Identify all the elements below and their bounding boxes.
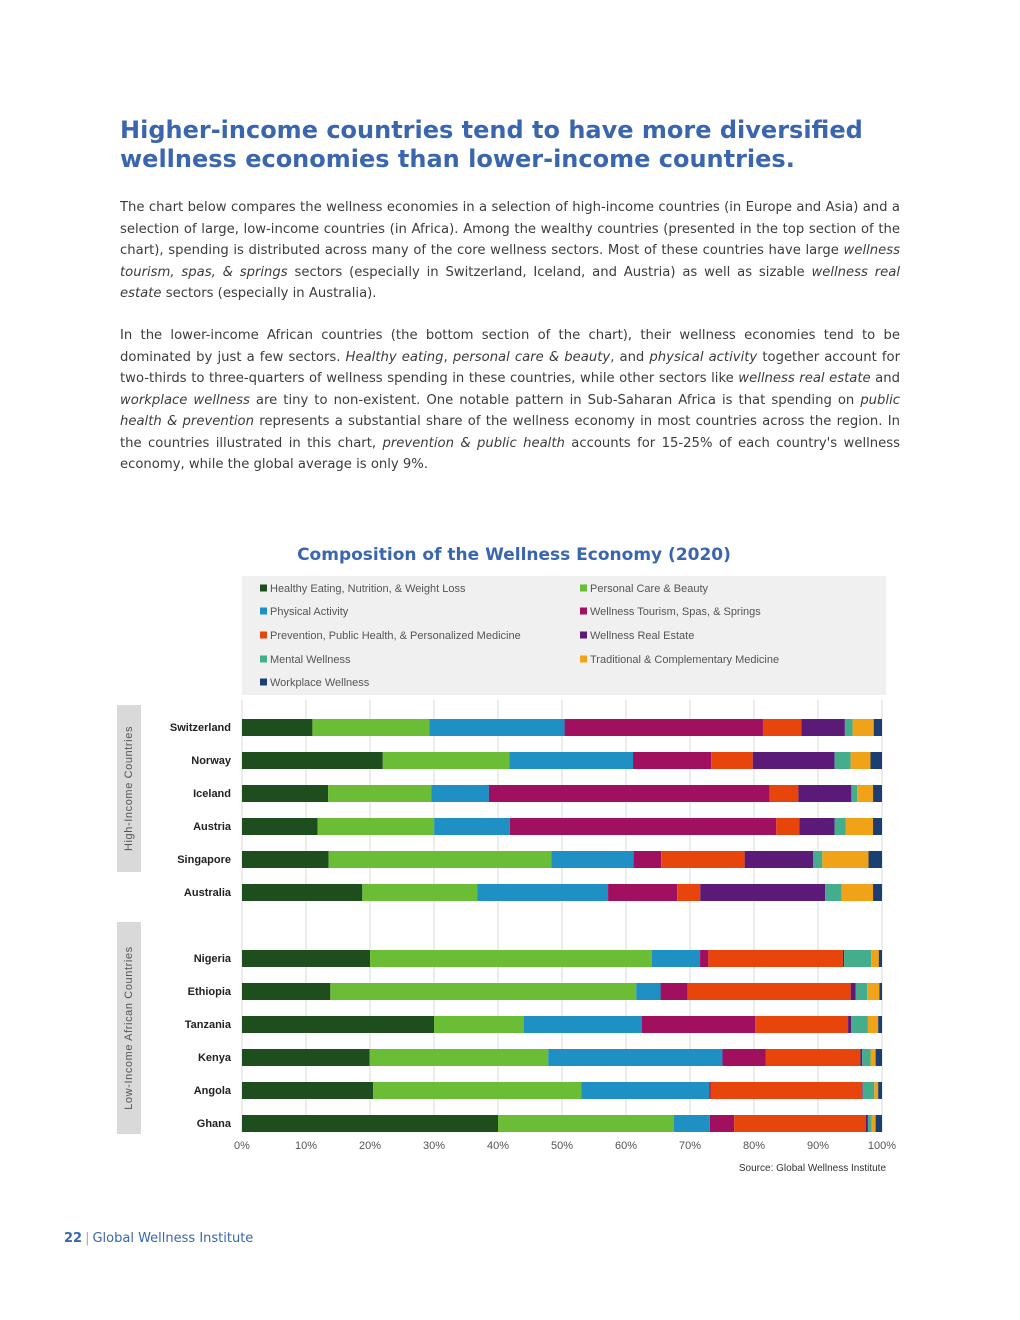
legend-swatch-traditional-complementary-medicine: [580, 656, 587, 663]
bar-segment-iceland-personal-care-beauty: [328, 785, 431, 802]
legend-swatch-wellness-tourism-spas-springs: [580, 608, 587, 615]
wellness-composition-chart: [0, 530, 1020, 1220]
bar-segment-nigeria-wellness-real-estate: [843, 950, 844, 967]
bar-segment-kenya-personal-care-beauty: [370, 1049, 549, 1066]
bar-segment-tanzania-wellness-real-estate: [848, 1016, 851, 1033]
x-tick-label: 70%: [678, 1140, 702, 1152]
bar-segment-norway-physical-activity: [510, 752, 634, 769]
bar-segment-iceland-wellness-tourism-spas-springs: [489, 785, 770, 802]
bar-segment-austria-healthy-eating-nutrition-weight-loss: [242, 818, 318, 835]
legend-swatch-healthy-eating-nutrition-weight-loss: [260, 585, 267, 592]
para2-emphasis-5: workplace wellness: [120, 392, 250, 408]
bar-segment-singapore-personal-care-beauty: [329, 851, 552, 868]
legend-label-physical-activity: Physical Activity: [270, 606, 349, 618]
bar-segment-australia-traditional-complementary-medicine: [842, 884, 873, 901]
intro-paragraph: [120, 197, 900, 305]
para2-text-4: together account for two-thirds to three-quarters of wellness spending in these countries, while other sectors like: [120, 349, 901, 386]
legend-swatch-mental-wellness: [260, 656, 267, 663]
bar-segment-ethiopia-healthy-eating-nutrition-weight-loss: [242, 983, 330, 1000]
bar-segment-singapore-wellness-real-estate: [745, 851, 814, 868]
legend-label-traditional-complementary-medicine: Traditional & Complementary Medicine: [590, 654, 780, 666]
bar-segment-norway-mental-wellness: [835, 752, 851, 769]
bar-segment-tanzania-workplace-wellness: [878, 1016, 882, 1033]
bar-segment-nigeria-mental-wellness: [844, 950, 871, 967]
chart-title: Composition of the Wellness Economy (2020): [297, 545, 731, 565]
bar-segment-singapore-workplace-wellness: [869, 851, 882, 868]
bar-segment-ethiopia-prevention-public-health-personalized-medicine: [687, 983, 850, 1000]
bar-segment-singapore-mental-wellness: [813, 851, 822, 868]
x-tick-label: 0%: [234, 1140, 250, 1152]
bar-segment-nigeria-personal-care-beauty: [370, 950, 652, 967]
africa-paragraph: [120, 325, 900, 476]
bar-segment-norway-prevention-public-health-personalized-medicine: [711, 752, 753, 769]
bar-segment-tanzania-prevention-public-health-personalized-medicine: [755, 1016, 848, 1033]
category-label: Norway: [191, 755, 231, 767]
category-label: Australia: [183, 887, 231, 899]
bar-segment-tanzania-physical-activity: [524, 1016, 642, 1033]
group-label: High-Income Countries: [122, 725, 135, 852]
bar-segment-iceland-physical-activity: [432, 785, 489, 802]
bar-segment-iceland-mental-wellness: [851, 785, 857, 802]
bar-segment-australia-healthy-eating-nutrition-weight-loss: [242, 884, 362, 901]
x-tick-label: 60%: [614, 1140, 638, 1152]
bar-segment-kenya-traditional-complementary-medicine: [871, 1049, 876, 1066]
bar-segment-tanzania-wellness-tourism-spas-springs: [642, 1016, 755, 1033]
bar-segment-ethiopia-workplace-wellness: [879, 983, 882, 1000]
para2-emphasis-2: personal care & beauty: [452, 349, 611, 365]
para2-emphasis-4: wellness real estate: [738, 371, 871, 386]
bar-segment-iceland-workplace-wellness: [873, 785, 882, 802]
bar-segment-tanzania-healthy-eating-nutrition-weight-loss: [242, 1016, 434, 1033]
bar-segment-switzerland-wellness-real-estate: [801, 719, 845, 736]
bar-segment-iceland-traditional-complementary-medicine: [857, 785, 873, 802]
heading-line-2: wellness economies than lower-income countries.: [120, 145, 795, 173]
legend-label-mental-wellness: Mental Wellness: [270, 654, 351, 666]
bar-segment-iceland-healthy-eating-nutrition-weight-loss: [242, 785, 328, 802]
bar-segment-australia-mental-wellness: [825, 884, 842, 901]
heading-line-1: Higher-income countries tend to have more diversified: [120, 116, 863, 144]
bar-segment-ghana-wellness-real-estate: [866, 1115, 868, 1132]
bar-segment-austria-personal-care-beauty: [318, 818, 435, 835]
category-label: Kenya: [197, 1052, 231, 1064]
para2-text-8: accounts for 15-25% of each country's wellness economy, while the global average is only 9%.: [120, 435, 900, 472]
footer-separator: |: [85, 1231, 90, 1246]
legend-swatch-prevention-public-health-personalized-medicine: [260, 632, 267, 639]
bar-segment-kenya-healthy-eating-nutrition-weight-loss: [242, 1049, 370, 1066]
bar-segment-switzerland-personal-care-beauty: [312, 719, 429, 736]
bar-segment-norway-traditional-complementary-medicine: [851, 752, 871, 769]
para2-text-7: represents a substantial share of the wellness economy in most countries across the region. In the countries illustrated in this chart,: [120, 414, 900, 451]
category-label: Ethiopia: [187, 986, 231, 998]
bar-segment-ethiopia-wellness-tourism-spas-springs: [661, 983, 688, 1000]
chart-source: Source: Global Wellness Institute: [738, 1163, 886, 1174]
para2-emphasis-1: Healthy eating: [345, 349, 444, 365]
legend-label-personal-care-beauty: Personal Care & Beauty: [590, 583, 709, 595]
bar-segment-singapore-physical-activity: [551, 851, 633, 868]
bar-segment-nigeria-physical-activity: [652, 950, 700, 967]
bar-segment-ghana-wellness-tourism-spas-springs: [710, 1115, 734, 1132]
bar-segment-angola-healthy-eating-nutrition-weight-loss: [242, 1082, 373, 1099]
bar-segment-norway-wellness-real-estate: [753, 752, 835, 769]
bar-segment-angola-wellness-real-estate: [862, 1082, 863, 1099]
category-label: Iceland: [193, 788, 231, 800]
bar-segment-norway-healthy-eating-nutrition-weight-loss: [242, 752, 383, 769]
legend-swatch-personal-care-beauty: [580, 585, 587, 592]
bar-segment-angola-wellness-tourism-spas-springs: [709, 1082, 710, 1099]
bar-segment-kenya-workplace-wellness: [876, 1049, 882, 1066]
page-footer: [64, 1231, 253, 1246]
x-tick-label: 80%: [742, 1140, 766, 1152]
bar-segment-australia-wellness-tourism-spas-springs: [608, 884, 677, 901]
bar-segment-ethiopia-physical-activity: [636, 983, 660, 1000]
bar-segment-nigeria-prevention-public-health-personalized-medicine: [708, 950, 843, 967]
bar-segment-iceland-wellness-real-estate: [798, 785, 851, 802]
para2-text-3: , and: [610, 349, 650, 365]
bar-segment-ghana-workplace-wellness: [876, 1115, 882, 1132]
bar-segment-kenya-wellness-real-estate: [860, 1049, 862, 1066]
bar-segment-ethiopia-wellness-real-estate: [851, 983, 856, 1000]
legend-swatch-workplace-wellness: [260, 679, 267, 686]
legend-swatch-wellness-real-estate: [580, 632, 587, 639]
section-heading: [120, 116, 900, 174]
para1-emphasis-1: wellness tourism, spas, & springs: [120, 243, 900, 280]
para1-text-3: sectors (especially in Australia).: [161, 286, 377, 301]
group-label: Low-Income African Countries: [122, 946, 135, 1110]
para2-emphasis-6: public health & prevention: [120, 392, 900, 429]
legend-label-healthy-eating-nutrition-weight-loss: Healthy Eating, Nutrition, & Weight Loss: [270, 583, 466, 595]
bar-segment-australia-wellness-real-estate: [700, 884, 825, 901]
bar-segment-australia-physical-activity: [478, 884, 609, 901]
bar-segment-tanzania-mental-wellness: [851, 1016, 868, 1033]
bar-segment-tanzania-traditional-complementary-medicine: [868, 1016, 878, 1033]
footer-org: Global Wellness Institute: [92, 1231, 254, 1246]
bar-segment-angola-workplace-wellness: [878, 1082, 882, 1099]
bar-segment-angola-mental-wellness: [863, 1082, 875, 1099]
bar-segment-australia-personal-care-beauty: [362, 884, 477, 901]
x-tick-label: 50%: [550, 1140, 574, 1152]
bar-segment-singapore-wellness-tourism-spas-springs: [634, 851, 662, 868]
bar-segment-austria-mental-wellness: [835, 818, 846, 835]
bar-segment-singapore-traditional-complementary-medicine: [822, 851, 868, 868]
bar-segment-austria-physical-activity: [434, 818, 510, 835]
para2-emphasis-7: prevention & public health: [382, 435, 565, 451]
bar-segment-kenya-wellness-tourism-spas-springs: [722, 1049, 765, 1066]
bar-segment-ethiopia-mental-wellness: [856, 983, 868, 1000]
para1-text-1: The chart below compares the wellness economies in a selection of high-income countries (in Europe and Asia) and a selection of large, low-income countries (in Africa). Among the wealthy countries (presented in the top section of the chart), spending is distributed across many of the core wellness sectors. Most of these countries have large: [120, 200, 900, 258]
bar-segment-norway-wellness-tourism-spas-springs: [633, 752, 711, 769]
bar-segment-austria-wellness-tourism-spas-springs: [510, 818, 777, 835]
bar-segment-ghana-physical-activity: [674, 1115, 710, 1132]
x-tick-label: 100%: [867, 1140, 897, 1152]
x-tick-label: 40%: [486, 1140, 510, 1152]
para2-text-6: are tiny to non-existent. One notable pattern in Sub-Saharan Africa is that spending on: [249, 392, 861, 408]
category-label: Tanzania: [184, 1019, 231, 1031]
para1-text-2: sectors (especially in Switzerland, Iceland, and Austria) as well as sizable: [287, 264, 812, 280]
category-label: Singapore: [177, 854, 231, 866]
legend-label-wellness-tourism-spas-springs: Wellness Tourism, Spas, & Springs: [590, 606, 761, 618]
category-label: Nigeria: [193, 953, 231, 965]
bar-segment-austria-traditional-complementary-medicine: [845, 818, 873, 835]
bar-segment-nigeria-traditional-complementary-medicine: [871, 950, 879, 967]
x-tick-label: 10%: [294, 1140, 318, 1152]
bar-segment-ghana-traditional-complementary-medicine: [872, 1115, 876, 1132]
para2-text-2: ,: [443, 349, 453, 365]
para1-emphasis-2: wellness real estate: [120, 264, 900, 301]
bar-segment-switzerland-workplace-wellness: [874, 719, 882, 736]
bar-segment-singapore-prevention-public-health-personalized-medicine: [661, 851, 744, 868]
para2-text-1: In the lower-income African countries (the bottom section of the chart), their wellness economies tend to be dominated by just a few sectors.: [120, 328, 900, 365]
bar-segment-ethiopia-traditional-complementary-medicine: [867, 983, 879, 1000]
bar-segment-angola-personal-care-beauty: [373, 1082, 581, 1099]
bar-segment-austria-workplace-wellness: [873, 818, 882, 835]
category-label: Angola: [193, 1085, 231, 1097]
bar-segment-ghana-personal-care-beauty: [498, 1115, 674, 1132]
legend-swatch-physical-activity: [260, 608, 267, 615]
bar-segment-switzerland-prevention-public-health-personalized-medicine: [763, 719, 801, 736]
bar-segment-angola-prevention-public-health-personalized-medicine: [710, 1082, 862, 1099]
bar-segment-kenya-physical-activity: [548, 1049, 722, 1066]
bar-segment-norway-personal-care-beauty: [383, 752, 510, 769]
bar-segment-australia-workplace-wellness: [873, 884, 882, 901]
para2-text-5: and: [870, 371, 900, 386]
x-tick-label: 90%: [806, 1140, 830, 1152]
x-tick-label: 20%: [358, 1140, 382, 1152]
bar-segment-kenya-prevention-public-health-personalized-medicine: [766, 1049, 860, 1066]
category-label: Switzerland: [169, 722, 231, 734]
bar-segment-switzerland-physical-activity: [430, 719, 565, 736]
bar-segment-singapore-healthy-eating-nutrition-weight-loss: [242, 851, 329, 868]
bar-segment-ghana-prevention-public-health-personalized-medicine: [734, 1115, 866, 1132]
bar-segment-iceland-prevention-public-health-personalized-medicine: [770, 785, 799, 802]
category-label: Austria: [193, 821, 231, 833]
category-label: Ghana: [196, 1118, 231, 1130]
legend-label-prevention-public-health-personalized-medicine: Prevention, Public Health, & Personalized Medicine: [270, 630, 521, 642]
bar-segment-australia-prevention-public-health-personalized-medicine: [677, 884, 700, 901]
bar-segment-austria-prevention-public-health-personalized-medicine: [776, 818, 799, 835]
legend-label-wellness-real-estate: Wellness Real Estate: [590, 630, 695, 642]
bar-segment-ghana-mental-wellness: [868, 1115, 872, 1132]
bar-segment-ethiopia-personal-care-beauty: [330, 983, 636, 1000]
legend-label-workplace-wellness: Workplace Wellness: [270, 677, 370, 689]
bar-segment-switzerland-healthy-eating-nutrition-weight-loss: [242, 719, 312, 736]
bar-segment-norway-workplace-wellness: [870, 752, 882, 769]
bar-segment-switzerland-traditional-complementary-medicine: [853, 719, 874, 736]
page-number: 22: [64, 1231, 83, 1246]
bar-segment-nigeria-wellness-tourism-spas-springs: [700, 950, 708, 967]
bar-segment-nigeria-workplace-wellness: [879, 950, 882, 967]
bar-segment-switzerland-mental-wellness: [845, 719, 853, 736]
para2-emphasis-3: physical activity: [649, 349, 758, 365]
bar-segment-ghana-healthy-eating-nutrition-weight-loss: [242, 1115, 498, 1132]
bar-segment-angola-physical-activity: [581, 1082, 709, 1099]
bar-segment-nigeria-healthy-eating-nutrition-weight-loss: [242, 950, 370, 967]
bar-segment-austria-wellness-real-estate: [799, 818, 834, 835]
bar-segment-angola-traditional-complementary-medicine: [874, 1082, 878, 1099]
bar-segment-switzerland-wellness-tourism-spas-springs: [565, 719, 763, 736]
x-tick-label: 30%: [422, 1140, 446, 1152]
bar-segment-tanzania-personal-care-beauty: [434, 1016, 524, 1033]
bar-segment-kenya-mental-wellness: [862, 1049, 870, 1066]
